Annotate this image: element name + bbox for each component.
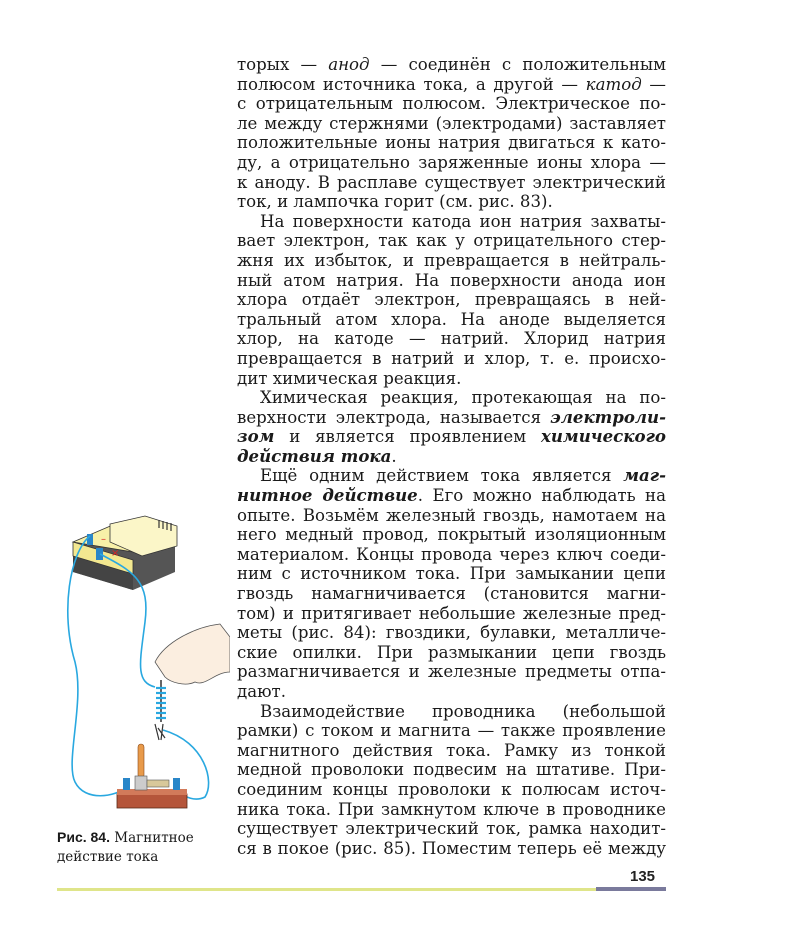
main-text-column — [237, 55, 666, 858]
text-run: размагничивается и железные предметы отпа- — [237, 662, 666, 682]
text-line — [237, 290, 666, 310]
text-line — [237, 604, 666, 624]
text-line — [237, 839, 666, 859]
text-run: . — [391, 446, 397, 466]
text-line — [237, 545, 666, 565]
text-line — [237, 75, 666, 95]
text-run: рамки) с током и магнита — также проявление — [237, 721, 666, 741]
text-run: — — [641, 74, 666, 94]
text-run: вает электрон, так как у отрицательного стер- — [237, 231, 666, 251]
text-line — [237, 349, 666, 369]
text-run: ся в покое (рис. 85). Поместим теперь её между — [237, 838, 666, 858]
text-run: ду, а отрицательно заряженные ионы хлора — — [237, 152, 666, 172]
text-line — [237, 741, 666, 761]
text-run: него медный провод, покрытый изоляционным — [237, 525, 666, 545]
text-line — [237, 760, 666, 780]
text-line — [237, 466, 666, 486]
text-run: и является проявлением — [274, 427, 541, 447]
text-run: — соединён с положительным — [369, 55, 666, 74]
text-run: ток, и лампочка горит (см. рис. 83). — [237, 192, 553, 212]
text-line — [237, 800, 666, 820]
term-emphasis: действия тока — [237, 445, 392, 466]
text-line — [237, 310, 666, 330]
text-run: На поверхности катода ион натрия захваты- — [260, 211, 666, 231]
footer-rule — [57, 888, 596, 891]
text-run: к аноду. В расплаве существует электрический — [237, 172, 666, 192]
text-run: дают. — [237, 682, 287, 701]
key-switch — [117, 744, 187, 808]
text-run: . Его можно наблюдать на — [417, 486, 667, 506]
text-line — [237, 408, 666, 428]
text-line — [237, 486, 666, 506]
text-run: верхности электрода, называется — [237, 407, 551, 427]
text-run: Химическая реакция, протекающая на по- — [260, 388, 666, 408]
text-line — [237, 55, 666, 75]
text-line — [237, 153, 666, 173]
text-line — [237, 721, 666, 741]
text-run: существует электрический ток, рамка находит- — [237, 819, 666, 839]
power-source — [73, 516, 177, 590]
footer-rule-accent — [596, 887, 666, 891]
caption-line-1: Магнитное — [109, 830, 194, 846]
text-line — [237, 525, 666, 545]
text-run: хлора отдаёт электрон, превращаясь в ней- — [237, 290, 666, 310]
page-number: 135 — [630, 868, 656, 885]
text-line — [237, 780, 666, 800]
text-line — [237, 819, 666, 839]
text-line — [237, 114, 666, 134]
text-run: положительные ионы натрия двигаться к като- — [237, 133, 666, 153]
term-emphasis: электроли- — [550, 406, 666, 427]
text-line — [237, 388, 666, 408]
text-run: Взаимодействие проводника (небольшой — [260, 701, 666, 721]
text-line — [237, 662, 666, 682]
text-line — [237, 173, 666, 193]
text-run: меты (рис. 84): гвоздики, булавки, металличе- — [237, 623, 666, 643]
text-run: дит химическая реакция. — [237, 368, 462, 388]
text-line — [237, 623, 666, 643]
text-line — [237, 251, 666, 271]
text-line — [237, 192, 666, 212]
text-line — [237, 564, 666, 584]
text-line — [237, 329, 666, 349]
text-line — [237, 133, 666, 153]
text-run: торых — — [237, 55, 329, 74]
text-line — [237, 427, 666, 447]
text-line — [237, 94, 666, 114]
text-run: том) и притягивает небольшие железные пред- — [237, 603, 666, 623]
figure-caption — [57, 828, 194, 867]
text-run: опыте. Возьмём железный гвоздь, намотаем на — [237, 505, 666, 525]
text-line — [237, 369, 666, 389]
text-line — [237, 506, 666, 526]
text-run: ника тока. При замкнутом ключе в проводнике — [237, 799, 666, 819]
svg-text:–: – — [101, 534, 106, 545]
term-emphasis: зом — [237, 426, 275, 447]
svg-text:×: × — [111, 548, 120, 559]
italic-term: катод — [585, 74, 642, 94]
text-run: тральный атом хлора. На аноде выделяется — [237, 309, 666, 329]
text-line — [237, 271, 666, 291]
text-run: гвоздь намагничивается (становится магни- — [237, 584, 666, 604]
text-run: ле между стержнями (электродами) заставляет — [237, 113, 666, 133]
text-run: хлор, на катоде — натрий. Хлорид натрия — [237, 329, 666, 349]
text-line — [237, 212, 666, 232]
italic-term: анод — [328, 55, 370, 74]
text-run: медной проволоки подвесим на штативе. При- — [237, 760, 666, 780]
text-line — [237, 682, 666, 702]
text-run: ские опилки. При размыкании цепи гвоздь — [237, 642, 666, 662]
term-emphasis: нитное действие — [237, 485, 418, 506]
text-run: Ещё одним действием тока является — [260, 466, 624, 486]
text-run: полюсом источника тока, а другой — — [237, 74, 586, 94]
text-line — [237, 231, 666, 251]
text-run: магнитного действия тока. Рамку из тонкой — [237, 740, 666, 760]
text-run: материалом. Концы провода через ключ соеди- — [237, 544, 666, 564]
text-run: соединим концы проволоки к полюсам источ- — [237, 779, 666, 799]
figure-84-illustration — [55, 512, 230, 822]
text-run: ним с источником тока. При замыкании цепи — [237, 564, 666, 584]
text-line — [237, 643, 666, 663]
text-run: жня их избыток, и превращается в нейтраль- — [237, 250, 666, 270]
caption-line-2: действие тока — [57, 849, 159, 865]
text-line — [237, 702, 666, 722]
term-emphasis: маг- — [623, 465, 666, 486]
text-run: ный атом натрия. На поверхности анода ион — [237, 270, 666, 290]
text-run: с отрицательным полюсом. Электрическое по- — [237, 94, 666, 114]
text-line — [237, 584, 666, 604]
text-run: превращается в натрий и хлор, т. е. происхо- — [237, 348, 666, 368]
hand-holding-nail — [155, 624, 230, 740]
term-emphasis: химического — [540, 426, 666, 447]
figure-label: Рис. 84. — [57, 829, 110, 845]
text-line — [237, 447, 666, 467]
